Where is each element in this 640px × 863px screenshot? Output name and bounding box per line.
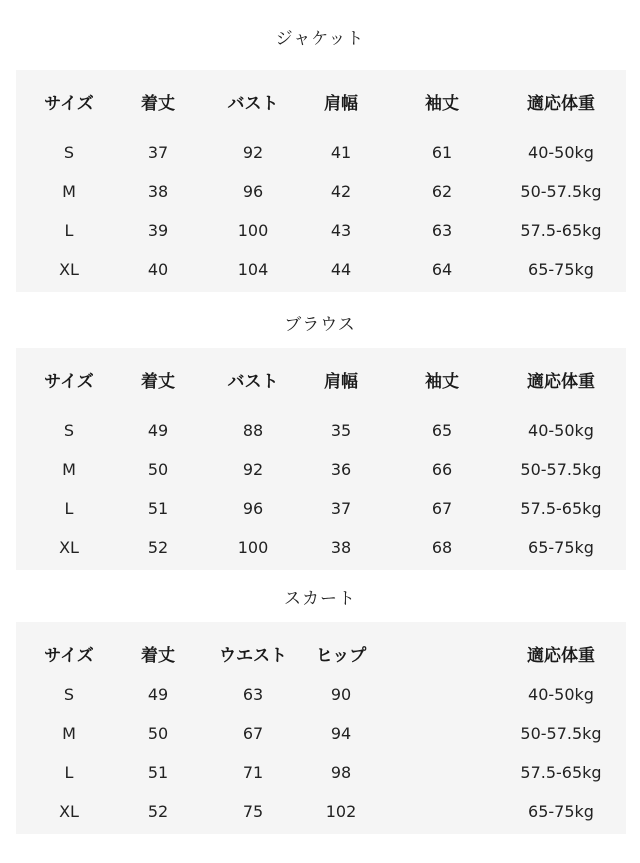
cell-bust: 92 bbox=[242, 143, 264, 162]
cell-empty bbox=[412, 758, 472, 788]
cell-size: S bbox=[63, 143, 75, 162]
cell-weight: 65-75kg bbox=[528, 802, 594, 821]
header-shoulder: 肩幅 bbox=[324, 372, 358, 392]
cell-weight: 50-57.5kg bbox=[520, 182, 602, 201]
header-weight: 適応体重 bbox=[527, 94, 595, 114]
cell-length: 50 bbox=[147, 460, 169, 479]
cell-bust: 100 bbox=[237, 538, 269, 557]
table-row bbox=[16, 533, 626, 563]
cell-shoulder: 38 bbox=[330, 538, 352, 557]
size-table-jacket bbox=[16, 70, 626, 292]
cell-sleeve: 63 bbox=[431, 221, 453, 240]
section-title-blouse: ブラウス bbox=[284, 315, 356, 335]
cell-waist: 75 bbox=[242, 802, 264, 821]
table-row bbox=[16, 138, 626, 168]
cell-bust: 96 bbox=[242, 182, 264, 201]
cell-size: M bbox=[62, 460, 76, 479]
cell-sleeve: 66 bbox=[431, 460, 453, 479]
cell-length: 40 bbox=[147, 260, 169, 279]
header-bust: バスト bbox=[227, 94, 279, 114]
cell-hip: 94 bbox=[330, 724, 352, 743]
header-shoulder: 肩幅 bbox=[324, 94, 358, 114]
cell-size: L bbox=[64, 763, 74, 782]
cell-sleeve: 65 bbox=[431, 421, 453, 440]
cell-waist: 63 bbox=[242, 685, 264, 704]
table-row bbox=[16, 797, 626, 827]
cell-weight: 40-50kg bbox=[528, 685, 594, 704]
cell-size: S bbox=[63, 421, 75, 440]
table-row bbox=[16, 416, 626, 446]
cell-weight: 50-57.5kg bbox=[520, 724, 602, 743]
cell-shoulder: 42 bbox=[330, 182, 352, 201]
cell-waist: 67 bbox=[242, 724, 264, 743]
cell-size: M bbox=[62, 724, 76, 743]
header-sleeve: 袖丈 bbox=[425, 372, 459, 392]
cell-length: 39 bbox=[147, 221, 169, 240]
header-weight: 適応体重 bbox=[527, 646, 595, 666]
cell-hip: 102 bbox=[325, 802, 357, 821]
table-row bbox=[16, 216, 626, 246]
header-length: 着丈 bbox=[141, 646, 175, 666]
cell-length: 49 bbox=[147, 421, 169, 440]
cell-weight: 40-50kg bbox=[528, 143, 594, 162]
cell-shoulder: 43 bbox=[330, 221, 352, 240]
cell-sleeve: 68 bbox=[431, 538, 453, 557]
cell-hip: 90 bbox=[330, 685, 352, 704]
header-weight: 適応体重 bbox=[527, 372, 595, 392]
cell-weight: 50-57.5kg bbox=[520, 460, 602, 479]
cell-shoulder: 35 bbox=[330, 421, 352, 440]
cell-shoulder: 44 bbox=[330, 260, 352, 279]
cell-bust: 100 bbox=[237, 221, 269, 240]
cell-size: L bbox=[64, 499, 74, 518]
header-sleeve: 袖丈 bbox=[425, 94, 459, 114]
header-size: サイズ bbox=[44, 372, 94, 392]
cell-waist: 71 bbox=[242, 763, 264, 782]
table-header-row bbox=[16, 641, 626, 671]
cell-bust: 88 bbox=[242, 421, 264, 440]
section-title-skirt: スカート bbox=[284, 589, 356, 609]
cell-size: L bbox=[64, 221, 74, 240]
cell-size: XL bbox=[59, 802, 79, 821]
cell-empty bbox=[412, 797, 472, 827]
header-empty bbox=[412, 641, 472, 671]
cell-length: 38 bbox=[147, 182, 169, 201]
cell-sleeve: 64 bbox=[431, 260, 453, 279]
table-row bbox=[16, 758, 626, 788]
cell-length: 49 bbox=[147, 685, 169, 704]
cell-length: 52 bbox=[147, 538, 169, 557]
table-header-row bbox=[16, 89, 626, 119]
header-length: 着丈 bbox=[141, 94, 175, 114]
table-row bbox=[16, 255, 626, 285]
cell-bust: 104 bbox=[237, 260, 269, 279]
cell-sleeve: 67 bbox=[431, 499, 453, 518]
cell-length: 51 bbox=[147, 499, 169, 518]
cell-weight: 57.5-65kg bbox=[520, 221, 602, 240]
cell-weight: 40-50kg bbox=[528, 421, 594, 440]
cell-sleeve: 62 bbox=[431, 182, 453, 201]
table-header-row bbox=[16, 367, 626, 397]
size-table-blouse bbox=[16, 348, 626, 570]
cell-size: XL bbox=[59, 538, 79, 557]
cell-weight: 57.5-65kg bbox=[520, 499, 602, 518]
header-bust: バスト bbox=[227, 372, 279, 392]
cell-shoulder: 41 bbox=[330, 143, 352, 162]
cell-hip: 98 bbox=[330, 763, 352, 782]
header-size: サイズ bbox=[44, 646, 94, 666]
table-row bbox=[16, 719, 626, 749]
cell-weight: 65-75kg bbox=[528, 538, 594, 557]
cell-length: 37 bbox=[147, 143, 169, 162]
cell-empty bbox=[412, 680, 472, 710]
cell-size: S bbox=[63, 685, 75, 704]
header-size: サイズ bbox=[44, 94, 94, 114]
size-table-skirt bbox=[16, 622, 626, 834]
cell-bust: 96 bbox=[242, 499, 264, 518]
cell-shoulder: 37 bbox=[330, 499, 352, 518]
cell-empty bbox=[412, 719, 472, 749]
section-title-jacket: ジャケット bbox=[275, 29, 365, 49]
header-waist: ウエスト bbox=[219, 646, 287, 666]
cell-shoulder: 36 bbox=[330, 460, 352, 479]
cell-weight: 57.5-65kg bbox=[520, 763, 602, 782]
cell-length: 52 bbox=[147, 802, 169, 821]
cell-size: M bbox=[62, 182, 76, 201]
header-length: 着丈 bbox=[141, 372, 175, 392]
cell-length: 50 bbox=[147, 724, 169, 743]
cell-weight: 65-75kg bbox=[528, 260, 594, 279]
table-row bbox=[16, 494, 626, 524]
table-row bbox=[16, 177, 626, 207]
table-row bbox=[16, 680, 626, 710]
cell-size: XL bbox=[59, 260, 79, 279]
cell-length: 51 bbox=[147, 763, 169, 782]
header-hip: ヒップ bbox=[315, 646, 367, 666]
cell-sleeve: 61 bbox=[431, 143, 453, 162]
table-row bbox=[16, 455, 626, 485]
cell-bust: 92 bbox=[242, 460, 264, 479]
